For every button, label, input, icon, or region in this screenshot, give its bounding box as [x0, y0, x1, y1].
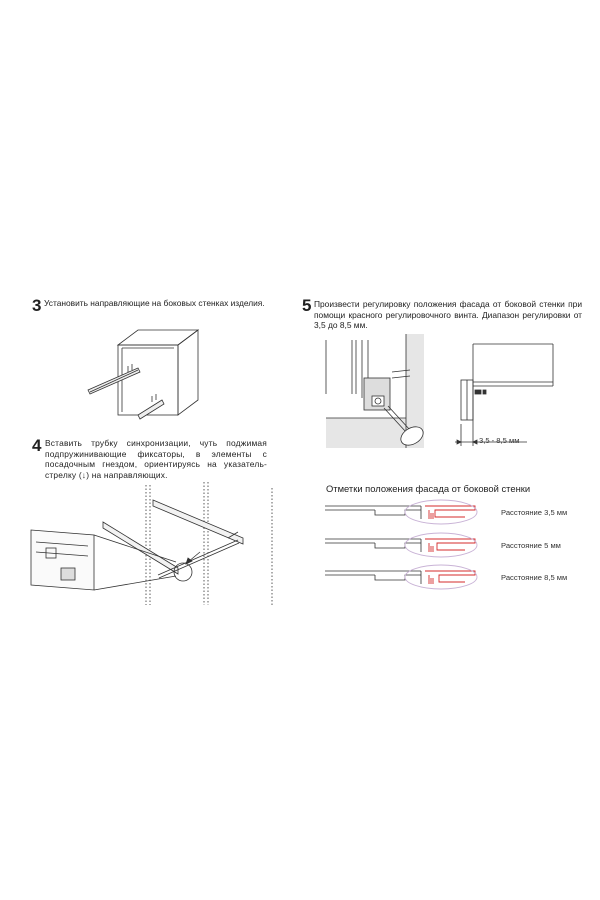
step-3-text: Установить направляющие на боковых стенках изделия. — [44, 298, 265, 308]
mark-label-2: Расстояние 5 мм — [501, 541, 561, 550]
step-4-number: 4 — [32, 436, 42, 455]
mark-label-1: Расстояние 3,5 мм — [501, 508, 568, 517]
mark-row-2 — [325, 530, 495, 560]
mark-row-1 — [325, 497, 495, 527]
step-3-number: 3 — [32, 296, 42, 315]
adjustment-screw-illustration — [322, 334, 432, 452]
marks-title: Отметки положения фасада от боковой стенки — [326, 483, 531, 494]
range-label: 3,5 - 8,5 мм — [479, 436, 520, 445]
mark-label-3: Расстояние 8,5 мм — [501, 573, 568, 582]
step-5-number: 5 — [302, 296, 312, 315]
step-4-text: Вставить трубку синхронизации, чуть поджимая подпружинивающие фиксаторы, в элементы с посадочным гнездом, ориентируясь на указатель-стрелку (↓) на направляющих. — [45, 438, 267, 480]
sync-tube-illustration — [28, 480, 278, 610]
cabinet-rails-illustration — [80, 320, 220, 430]
step-5-text: Произвести регулировку положения фасада от боковой стенки при помощи красного регулировочного винта. Диапазон регулировки от 3,5 до 8,5 мм. — [314, 299, 582, 331]
mark-row-3 — [325, 562, 495, 592]
